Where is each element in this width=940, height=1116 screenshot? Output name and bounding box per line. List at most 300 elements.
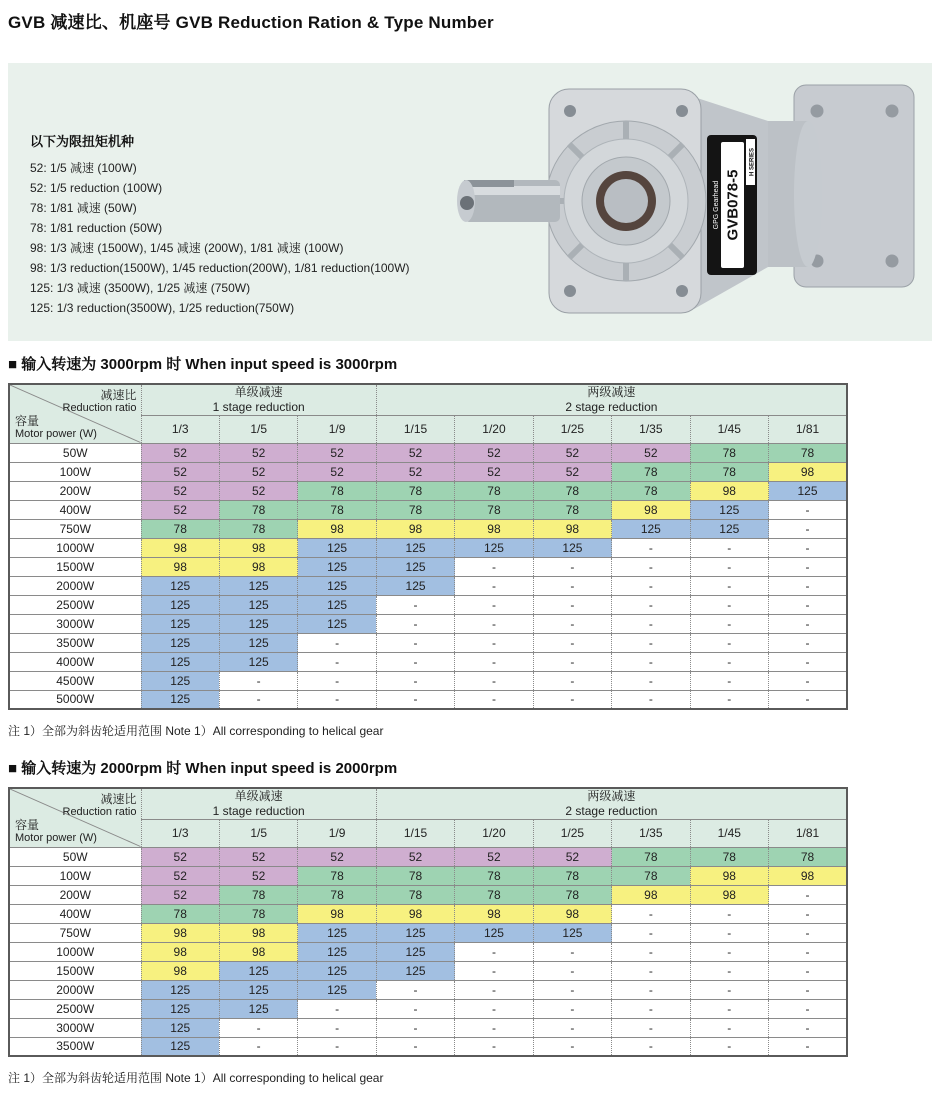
empty-cell: - [690, 904, 768, 923]
empty-cell: - [455, 576, 533, 595]
table-row [9, 690, 847, 709]
empty-cell: - [690, 614, 768, 633]
type-number-cell: 78 [455, 500, 533, 519]
type-number-cell: 78 [298, 500, 376, 519]
empty-cell: - [690, 980, 768, 999]
type-number-cell: 125 [141, 614, 219, 633]
type-number-cell: 78 [376, 866, 454, 885]
motor-power-cell: 3500W [9, 1037, 141, 1056]
type-number-cell: 52 [298, 847, 376, 866]
type-number-cell: 98 [455, 519, 533, 538]
section-title-3000rpm: ■ 输入转速为 3000rpm 时 When input speed is 3000rpm [8, 356, 398, 373]
empty-cell: - [533, 942, 611, 961]
motor-power-cell: 200W [9, 481, 141, 500]
type-number-cell: 52 [141, 481, 219, 500]
motor-power-cell: 2500W [9, 595, 141, 614]
type-number-cell: 78 [376, 500, 454, 519]
type-number-cell: 52 [219, 866, 297, 885]
empty-cell: - [533, 633, 611, 652]
type-number-cell: 78 [690, 462, 768, 481]
empty-cell: - [455, 633, 533, 652]
empty-cell: - [612, 923, 690, 942]
ratio-column-header: 1/15 [376, 415, 454, 443]
ratio-column-header: 1/15 [376, 819, 454, 847]
empty-cell: - [455, 961, 533, 980]
ratio-column-header: 1/5 [219, 415, 297, 443]
type-number-cell: 52 [455, 847, 533, 866]
type-number-cell: 125 [141, 633, 219, 652]
motor-power-cell: 3000W [9, 614, 141, 633]
group-header-row [9, 788, 847, 819]
type-number-cell: 125 [376, 923, 454, 942]
type-number-cell: 125 [298, 595, 376, 614]
type-number-cell: 125 [298, 942, 376, 961]
empty-cell: - [612, 595, 690, 614]
motor-power-cell: 200W [9, 885, 141, 904]
type-number-cell: 52 [141, 885, 219, 904]
empty-cell: - [533, 1037, 611, 1056]
ratio-column-header: 1/20 [455, 819, 533, 847]
group-2stage-header: 两级减速 2 stage reduction [376, 384, 847, 415]
type-number-cell: 78 [219, 885, 297, 904]
type-number-cell: 125 [219, 595, 297, 614]
type-number-cell: 125 [141, 1018, 219, 1037]
empty-cell: - [455, 595, 533, 614]
type-number-cell: 52 [141, 500, 219, 519]
empty-cell: - [455, 671, 533, 690]
type-number-cell: 52 [219, 443, 297, 462]
empty-cell: - [690, 690, 768, 709]
type-number-cell: 78 [690, 443, 768, 462]
corner-motor-power: 容量 Motor power (W) [15, 817, 97, 844]
empty-cell: - [455, 942, 533, 961]
motor-power-cell: 50W [9, 847, 141, 866]
product-model-text: GVB078-5 [724, 169, 742, 241]
empty-cell: - [455, 690, 533, 709]
empty-cell: - [690, 557, 768, 576]
type-number-cell: 52 [376, 462, 454, 481]
type-number-cell: 125 [298, 576, 376, 595]
product-photo [446, 63, 926, 341]
motor-power-cell: 4500W [9, 671, 141, 690]
type-number-cell: 98 [219, 538, 297, 557]
empty-cell: - [690, 538, 768, 557]
type-number-cell: 78 [612, 481, 690, 500]
empty-cell: - [533, 557, 611, 576]
table-row [9, 923, 847, 942]
type-number-cell: 98 [533, 904, 611, 923]
motor-power-cell: 2500W [9, 999, 141, 1018]
type-number-cell: 98 [769, 866, 848, 885]
empty-cell: - [690, 633, 768, 652]
type-number-cell: 125 [533, 923, 611, 942]
empty-cell: - [690, 576, 768, 595]
group-header-row [9, 384, 847, 415]
empty-cell: - [612, 614, 690, 633]
note-3000rpm: 注 1）全部为斜齿轮适用范围 Note 1）All corresponding to helical gear [8, 724, 384, 738]
ratio-column-header: 1/3 [141, 415, 219, 443]
empty-cell: - [376, 1037, 454, 1056]
type-number-cell: 78 [455, 866, 533, 885]
motor-power-cell: 2000W [9, 576, 141, 595]
ratio-column-header: 1/9 [298, 819, 376, 847]
empty-cell: - [533, 690, 611, 709]
type-number-cell: 78 [376, 481, 454, 500]
type-number-cell: 125 [219, 614, 297, 633]
table-row [9, 443, 847, 462]
type-number-cell: 125 [219, 980, 297, 999]
ratio-column-header: 1/3 [141, 819, 219, 847]
empty-cell: - [769, 999, 848, 1018]
gearbox-illustration [446, 63, 926, 341]
type-number-cell: 52 [612, 443, 690, 462]
type-number-cell: 125 [141, 690, 219, 709]
motor-power-cell: 100W [9, 866, 141, 885]
empty-cell: - [612, 904, 690, 923]
type-number-cell: 125 [219, 999, 297, 1018]
type-number-cell: 52 [376, 443, 454, 462]
empty-cell: - [455, 652, 533, 671]
type-number-cell: 98 [298, 904, 376, 923]
type-number-cell: 78 [219, 500, 297, 519]
empty-cell: - [769, 1018, 848, 1037]
empty-cell: - [298, 690, 376, 709]
type-number-cell: 98 [690, 885, 768, 904]
type-number-cell: 98 [298, 519, 376, 538]
table-row [9, 614, 847, 633]
empty-cell: - [690, 1018, 768, 1037]
table-row [9, 942, 847, 961]
empty-cell: - [690, 1037, 768, 1056]
type-number-cell: 78 [690, 847, 768, 866]
type-number-cell: 125 [219, 961, 297, 980]
torque-limited-heading: 以下为限扭矩机种 [30, 134, 135, 149]
motor-power-cell: 5000W [9, 690, 141, 709]
type-number-cell: 98 [455, 904, 533, 923]
type-number-cell: 98 [612, 885, 690, 904]
type-number-cell: 78 [769, 847, 848, 866]
empty-cell: - [769, 519, 848, 538]
ratio-column-header: 1/9 [298, 415, 376, 443]
empty-cell: - [533, 576, 611, 595]
type-number-cell: 125 [376, 576, 454, 595]
type-number-cell: 125 [141, 999, 219, 1018]
empty-cell: - [769, 633, 848, 652]
type-number-cell: 78 [533, 866, 611, 885]
type-number-cell: 125 [376, 557, 454, 576]
type-number-cell: 98 [141, 961, 219, 980]
type-number-cell: 125 [376, 942, 454, 961]
empty-cell: - [612, 999, 690, 1018]
empty-cell: - [455, 1018, 533, 1037]
group-1stage-header: 单级减速 1 stage reduction [141, 788, 376, 819]
type-number-cell: 125 [376, 961, 454, 980]
table-row [9, 576, 847, 595]
empty-cell: - [690, 942, 768, 961]
empty-cell: - [769, 904, 848, 923]
output-shaft [457, 180, 560, 222]
type-number-cell: 78 [298, 481, 376, 500]
empty-cell: - [769, 885, 848, 904]
type-number-cell: 125 [219, 652, 297, 671]
corner-header-cell [9, 384, 141, 443]
empty-cell: - [376, 690, 454, 709]
empty-cell: - [690, 961, 768, 980]
empty-cell: - [612, 690, 690, 709]
empty-cell: - [690, 923, 768, 942]
type-number-cell: 78 [141, 519, 219, 538]
type-number-cell: 125 [141, 1037, 219, 1056]
product-brand-text: GPG Gearhead [713, 180, 720, 230]
empty-cell: - [769, 1037, 848, 1056]
empty-cell: - [769, 500, 848, 519]
info-line: 98: 1/3 减速 (1500W), 1/45 减速 (200W), 1/81 减速 (100W) [30, 241, 344, 255]
type-number-cell: 98 [141, 923, 219, 942]
corner-reduction-ratio: 减速比 Reduction ratio [62, 792, 137, 818]
ratio-column-header: 1/81 [769, 819, 848, 847]
empty-cell: - [533, 1018, 611, 1037]
section-title-2000rpm: ■ 输入转速为 2000rpm 时 When input speed is 2000rpm [8, 760, 398, 777]
empty-cell: - [769, 595, 848, 614]
type-number-cell: 52 [455, 443, 533, 462]
type-number-cell: 98 [612, 500, 690, 519]
type-number-cell: 125 [298, 961, 376, 980]
empty-cell: - [298, 999, 376, 1018]
type-number-cell: 52 [141, 443, 219, 462]
type-number-cell: 98 [219, 942, 297, 961]
type-number-cell: 52 [219, 481, 297, 500]
table-row [9, 847, 847, 866]
type-number-cell: 125 [141, 576, 219, 595]
table-row [9, 633, 847, 652]
empty-cell: - [533, 980, 611, 999]
type-number-cell: 52 [376, 847, 454, 866]
empty-cell: - [612, 1037, 690, 1056]
table-wrap-3000rpm [8, 383, 932, 710]
type-number-cell: 125 [141, 595, 219, 614]
group-1stage-header: 单级减速 1 stage reduction [141, 384, 376, 415]
empty-cell: - [455, 557, 533, 576]
ratio-column-header: 1/25 [533, 819, 611, 847]
type-number-cell: 98 [141, 942, 219, 961]
type-number-cell: 125 [141, 980, 219, 999]
table-row [9, 538, 847, 557]
table-row [9, 866, 847, 885]
torque-limited-lines [30, 158, 410, 318]
type-number-cell: 78 [376, 885, 454, 904]
type-number-cell: 98 [690, 866, 768, 885]
type-number-cell: 98 [219, 923, 297, 942]
table-row [9, 671, 847, 690]
empty-cell: - [769, 557, 848, 576]
empty-cell: - [219, 1018, 297, 1037]
type-number-cell: 125 [141, 671, 219, 690]
empty-cell: - [376, 980, 454, 999]
table-row [9, 519, 847, 538]
type-number-cell: 52 [533, 462, 611, 481]
info-panel [8, 63, 932, 341]
type-number-cell: 52 [533, 847, 611, 866]
empty-cell: - [769, 538, 848, 557]
type-number-cell: 52 [298, 443, 376, 462]
type-number-cell: 78 [455, 885, 533, 904]
empty-cell: - [533, 999, 611, 1018]
type-number-cell: 125 [298, 980, 376, 999]
info-line: 52: 1/5 reduction (100W) [30, 181, 163, 195]
type-number-cell: 98 [219, 557, 297, 576]
reduction-table-3000rpm [8, 383, 848, 710]
ratio-column-header: 1/81 [769, 415, 848, 443]
empty-cell: - [612, 557, 690, 576]
table-row [9, 980, 847, 999]
empty-cell: - [769, 980, 848, 999]
corner-reduction-ratio: 减速比 Reduction ratio [62, 388, 137, 414]
note-2000rpm: 注 1）全部为斜齿轮适用范围 Note 1）All corresponding to helical gear [8, 1071, 384, 1085]
empty-cell: - [298, 652, 376, 671]
empty-cell: - [769, 652, 848, 671]
type-number-cell: 78 [219, 904, 297, 923]
type-number-cell: 125 [533, 538, 611, 557]
type-number-cell: 125 [455, 538, 533, 557]
type-number-cell: 78 [533, 500, 611, 519]
motor-power-cell: 400W [9, 500, 141, 519]
empty-cell: - [769, 671, 848, 690]
type-number-cell: 125 [298, 557, 376, 576]
type-number-cell: 52 [141, 866, 219, 885]
ratio-column-header: 1/5 [219, 819, 297, 847]
table-row [9, 885, 847, 904]
page-title: GVB 减速比、机座号 GVB Reduction Ration & Type Number [8, 13, 494, 32]
bearing-ring [596, 171, 656, 231]
type-number-cell: 78 [455, 481, 533, 500]
empty-cell: - [612, 538, 690, 557]
corner-header-cell [9, 788, 141, 847]
empty-cell: - [612, 671, 690, 690]
empty-cell: - [455, 1037, 533, 1056]
type-number-cell: 125 [455, 923, 533, 942]
type-number-cell: 52 [533, 443, 611, 462]
ratio-column-header: 1/45 [690, 415, 768, 443]
type-number-cell: 78 [298, 885, 376, 904]
motor-power-cell: 100W [9, 462, 141, 481]
empty-cell: - [533, 671, 611, 690]
type-number-cell: 52 [455, 462, 533, 481]
table-row [9, 595, 847, 614]
type-number-cell: 78 [141, 904, 219, 923]
empty-cell: - [533, 961, 611, 980]
table-row [9, 557, 847, 576]
empty-cell: - [612, 961, 690, 980]
motor-power-cell: 4000W [9, 652, 141, 671]
empty-cell: - [376, 633, 454, 652]
motor-power-cell: 2000W [9, 980, 141, 999]
empty-cell: - [376, 614, 454, 633]
info-line: 78: 1/81 减速 (50W) [30, 201, 137, 215]
empty-cell: - [219, 1037, 297, 1056]
empty-cell: - [769, 923, 848, 942]
corner-motor-power: 容量 Motor power (W) [15, 413, 97, 440]
type-number-cell: 52 [219, 462, 297, 481]
empty-cell: - [455, 999, 533, 1018]
type-number-cell: 78 [769, 443, 848, 462]
type-number-cell: 78 [612, 462, 690, 481]
type-number-cell: 125 [219, 633, 297, 652]
type-number-cell: 98 [376, 519, 454, 538]
motor-power-cell: 1000W [9, 942, 141, 961]
empty-cell: - [533, 614, 611, 633]
ratio-column-header: 1/35 [612, 415, 690, 443]
motor-power-cell: 3000W [9, 1018, 141, 1037]
type-number-cell: 125 [298, 923, 376, 942]
empty-cell: - [298, 1018, 376, 1037]
type-number-cell: 78 [219, 519, 297, 538]
empty-cell: - [219, 671, 297, 690]
motor-power-cell: 750W [9, 923, 141, 942]
empty-cell: - [690, 652, 768, 671]
empty-cell: - [376, 999, 454, 1018]
empty-cell: - [376, 652, 454, 671]
ratio-column-header: 1/35 [612, 819, 690, 847]
type-number-cell: 125 [690, 519, 768, 538]
empty-cell: - [769, 576, 848, 595]
type-number-cell: 125 [141, 652, 219, 671]
type-number-cell: 125 [298, 538, 376, 557]
type-number-cell: 52 [298, 462, 376, 481]
table-row [9, 462, 847, 481]
product-series-text: H SERIES [749, 147, 756, 177]
table-row [9, 961, 847, 980]
info-line: 98: 1/3 reduction(1500W), 1/45 reduction(200W), 1/81 reduction(100W) [30, 261, 410, 275]
empty-cell: - [769, 690, 848, 709]
empty-cell: - [298, 633, 376, 652]
motor-power-cell: 3500W [9, 633, 141, 652]
type-number-cell: 125 [612, 519, 690, 538]
empty-cell: - [533, 652, 611, 671]
type-number-cell: 125 [219, 576, 297, 595]
empty-cell: - [612, 942, 690, 961]
type-number-cell: 125 [298, 614, 376, 633]
empty-cell: - [376, 1018, 454, 1037]
motor-power-cell: 1500W [9, 557, 141, 576]
empty-cell: - [219, 690, 297, 709]
info-line: 125: 1/3 reduction(3500W), 1/25 reduction(750W) [30, 301, 295, 315]
type-number-cell: 98 [141, 557, 219, 576]
empty-cell: - [612, 633, 690, 652]
empty-cell: - [376, 595, 454, 614]
table-row [9, 999, 847, 1018]
empty-cell: - [612, 1018, 690, 1037]
type-number-cell: 98 [769, 462, 848, 481]
empty-cell: - [376, 671, 454, 690]
empty-cell: - [690, 595, 768, 614]
table-row [9, 500, 847, 519]
table-row [9, 652, 847, 671]
type-number-cell: 125 [690, 500, 768, 519]
reduction-table-2000rpm [8, 787, 848, 1057]
type-number-cell: 125 [376, 538, 454, 557]
ratio-column-header: 1/25 [533, 415, 611, 443]
type-number-cell: 98 [376, 904, 454, 923]
motor-power-cell: 400W [9, 904, 141, 923]
empty-cell: - [769, 614, 848, 633]
info-line: 52: 1/5 减速 (100W) [30, 161, 137, 175]
motor-power-cell: 50W [9, 443, 141, 462]
type-number-cell: 78 [533, 481, 611, 500]
table-row [9, 904, 847, 923]
table-row [9, 1037, 847, 1056]
type-number-cell: 98 [690, 481, 768, 500]
type-number-cell: 98 [141, 538, 219, 557]
